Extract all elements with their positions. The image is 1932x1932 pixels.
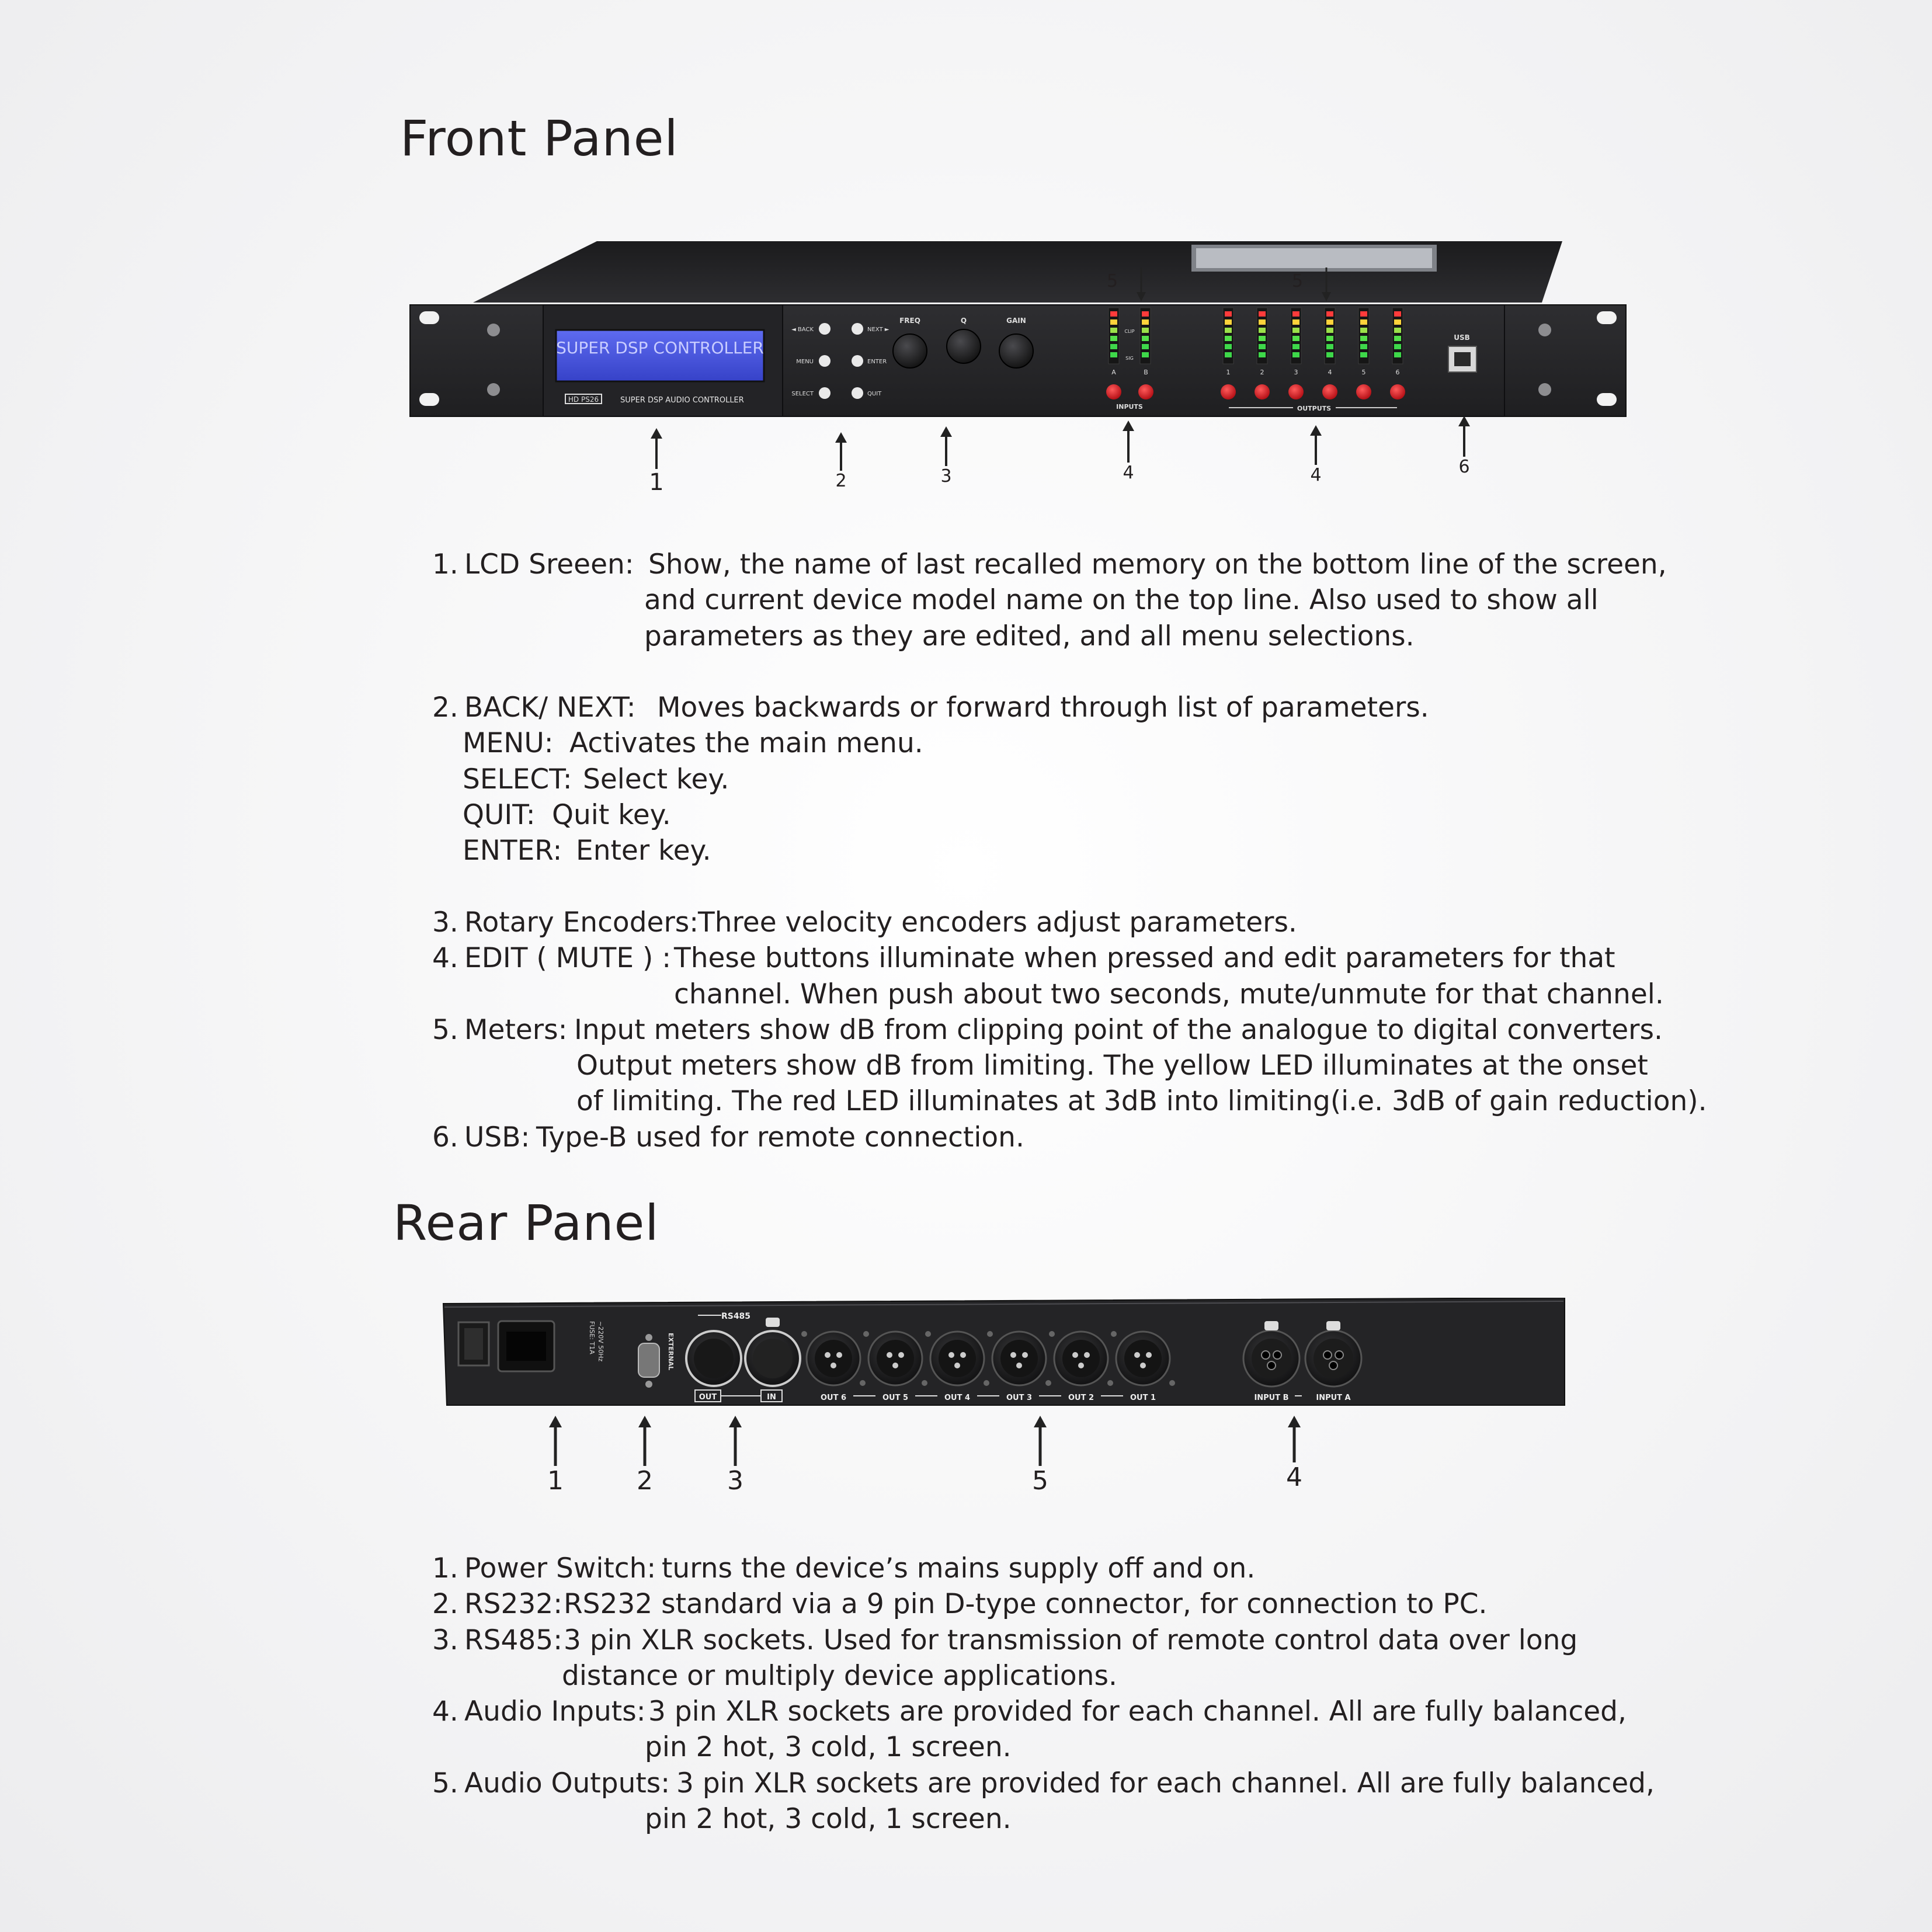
meter-led	[1259, 328, 1266, 333]
item-number: 2.	[432, 1588, 458, 1621]
item-heading: Audio Outputs:	[464, 1767, 670, 1799]
meter-led	[1326, 319, 1333, 325]
meter-led	[1110, 352, 1117, 357]
item-heading: ENTER:	[463, 835, 562, 867]
logo-text: HD PS26	[568, 395, 599, 404]
meter-led	[1225, 311, 1232, 317]
meter-led	[1142, 352, 1149, 357]
meter-sig-label: SIG	[1125, 356, 1134, 361]
meter-led	[1394, 328, 1401, 333]
fuse-text: FUSE: T1A	[588, 1321, 596, 1354]
front-panel-device	[403, 237, 1633, 429]
output-socket-label: OUT 5	[882, 1394, 909, 1402]
meter-led	[1142, 319, 1149, 325]
meter-led	[1360, 319, 1367, 325]
gain-encoder[interactable]	[999, 334, 1033, 368]
item-text: Moves backwards or forward through list of parameters.	[657, 692, 1429, 724]
meter-led	[1360, 311, 1367, 317]
item-text: channel. When push about two seconds, mute/unmute for that channel.	[674, 978, 1664, 1010]
meter-led	[1110, 319, 1117, 325]
item-text: Type-B used for remote connection.	[536, 1121, 1024, 1153]
rear-callout-4: 4	[1277, 1416, 1312, 1492]
item-text: of limiting. The red LED illuminates at 3dB into limiting(i.e. 3dB of gain reduction).	[576, 1085, 1707, 1118]
front-callout-4b: 4	[1298, 425, 1333, 485]
item-heading: EDIT ( MUTE ) :	[464, 942, 672, 975]
rear-callout-5: 5	[1023, 1416, 1058, 1496]
rear-panel-heading: Rear Panel	[393, 1194, 659, 1252]
meter-led	[1225, 344, 1232, 349]
meter-led	[1326, 336, 1333, 341]
item-heading: Audio Inputs:	[464, 1695, 646, 1728]
meter-led	[1259, 352, 1266, 357]
power-text: ~220V 50Hz	[597, 1321, 604, 1362]
output-socket-label: OUT 6	[820, 1394, 847, 1402]
item-number: 2.	[432, 692, 458, 724]
meter-led	[1326, 328, 1333, 333]
quit-button[interactable]	[852, 387, 863, 399]
item-number: 5.	[432, 1013, 458, 1046]
item-text: Three velocity encoders adjust parameters.	[698, 906, 1297, 939]
meter-led	[1225, 319, 1232, 325]
meter-led	[1259, 344, 1266, 349]
meter-led	[1292, 336, 1299, 341]
front-callout-1: 1	[639, 428, 674, 496]
item-number: 1.	[432, 548, 458, 581]
meter-led	[1360, 344, 1367, 349]
meter-clip-label: CLIP	[1124, 329, 1135, 334]
output-socket-label: OUT 3	[1006, 1394, 1033, 1402]
rear-panel-device	[441, 1298, 1568, 1409]
item-text: pin 2 hot, 3 cold, 1 screen.	[645, 1803, 1012, 1836]
output-channel-label: 6	[1395, 369, 1400, 376]
item-text: distance or multiply device applications.	[562, 1659, 1117, 1692]
front-callout-3: 3	[929, 426, 964, 487]
menu-button[interactable]	[819, 355, 831, 367]
meter-led	[1326, 352, 1333, 357]
lcd-text: SUPER DSP CONTROLLER	[556, 338, 764, 357]
meter-led	[1225, 336, 1232, 341]
item-heading: SELECT:	[463, 763, 572, 795]
item-heading: QUIT:	[463, 799, 536, 832]
item-text: RS232 standard via a 9 pin D-type connector, for connection to PC.	[564, 1588, 1488, 1621]
q-label: Q	[960, 317, 967, 325]
meter-led	[1394, 344, 1401, 349]
item-text: 3 pin XLR sockets are provided for each channel. All are fully balanced,	[648, 1695, 1627, 1728]
meter-led	[1326, 344, 1333, 349]
meter-led	[1259, 319, 1266, 325]
select-button[interactable]	[819, 387, 831, 399]
front-panel-heading: Front Panel	[400, 110, 679, 167]
item-number: 6.	[432, 1121, 458, 1153]
input-b-edit-button[interactable]	[1138, 384, 1153, 399]
item-number: 3.	[432, 906, 458, 939]
item-heading: Power Switch:	[464, 1552, 656, 1584]
item-number: 5.	[432, 1767, 458, 1799]
output-edit-button[interactable]	[1356, 384, 1371, 399]
rear-callout-1: 1	[538, 1416, 573, 1496]
item-text: Select key.	[583, 763, 729, 795]
select-label: SELECT	[791, 391, 814, 397]
item-text: pin 2 hot, 3 cold, 1 screen.	[645, 1731, 1012, 1764]
item-text: parameters as they are edited, and all menu selections.	[644, 620, 1415, 652]
output-edit-button[interactable]	[1288, 384, 1304, 399]
item-heading: BACK/ NEXT:	[464, 692, 636, 724]
gain-label: GAIN	[1006, 317, 1026, 325]
front-callout-2: 2	[823, 432, 859, 491]
item-number: 4.	[432, 1695, 458, 1728]
item-text: and current device model name on the top line. Also used to show all	[644, 584, 1599, 617]
meter-led	[1360, 336, 1367, 341]
item-text: Input meters show dB from clipping point of the analogue to digital converters.	[574, 1013, 1663, 1046]
output-channel-label: 4	[1328, 369, 1332, 376]
rs485-out-label: OUT	[699, 1393, 717, 1402]
output-channel-label: 1	[1226, 369, 1231, 376]
q-encoder[interactable]	[947, 329, 981, 363]
brand-text: SUPER DSP AUDIO CONTROLLER	[620, 396, 744, 405]
meter-led	[1142, 311, 1149, 317]
item-number: 1.	[432, 1552, 458, 1584]
inputs-label: INPUTS	[1116, 403, 1143, 411]
rear-callout-2: 2	[627, 1416, 662, 1496]
freq-encoder[interactable]	[893, 334, 927, 368]
meter-led	[1394, 352, 1401, 357]
meter-led	[1142, 328, 1149, 333]
input-socket-label: INPUT B	[1254, 1394, 1289, 1402]
quit-label: QUIT	[867, 391, 882, 397]
input-a-edit-button[interactable]	[1106, 384, 1121, 399]
rear-callout-3: 3	[718, 1416, 753, 1496]
meter-led	[1225, 352, 1232, 357]
item-heading: MENU:	[463, 727, 554, 760]
front-callout-4a: 4	[1111, 421, 1146, 483]
meter-led	[1360, 352, 1367, 357]
item-text: 3 pin XLR sockets are provided for each channel. All are fully balanced,	[676, 1767, 1655, 1799]
item-text: turns the device’s mains supply off and on.	[662, 1552, 1256, 1584]
rs485-in-label: IN	[767, 1393, 776, 1402]
rs232-port[interactable]	[638, 1343, 659, 1377]
output-edit-button[interactable]	[1390, 384, 1405, 399]
input-socket-label: INPUT A	[1316, 1394, 1351, 1402]
input-a-label: A	[1111, 369, 1116, 376]
meter-led	[1292, 328, 1299, 333]
item-text: Enter key.	[576, 835, 711, 867]
item-text: These buttons illuminate when pressed and edit parameters for that	[674, 942, 1615, 975]
item-number: 3.	[432, 1624, 458, 1656]
output-edit-button[interactable]	[1322, 384, 1337, 399]
meter-led	[1326, 311, 1333, 317]
meter-led	[1394, 311, 1401, 317]
meter-led	[1292, 352, 1299, 357]
meter-led	[1225, 328, 1232, 333]
item-heading: LCD Sreeen:	[464, 548, 634, 581]
output-edit-button[interactable]	[1255, 384, 1270, 399]
meter-led	[1110, 336, 1117, 341]
usb-label: USB	[1454, 333, 1470, 342]
item-text: Activates the main menu.	[569, 727, 923, 760]
output-socket-label: OUT 1	[1130, 1394, 1156, 1402]
encoders	[893, 317, 1033, 368]
back-button[interactable]	[819, 323, 831, 335]
item-text: Output meters show dB from limiting. The yellow LED illuminates at the onset	[576, 1050, 1648, 1082]
meter-led	[1394, 336, 1401, 341]
item-text: Quit key.	[552, 799, 671, 832]
output-socket-label: OUT 4	[944, 1394, 971, 1402]
item-heading: Meters:	[464, 1013, 568, 1046]
rs485-label: RS485	[721, 1312, 751, 1321]
external-label: EXTERNAL	[667, 1333, 675, 1371]
meter-led	[1360, 328, 1367, 333]
item-heading: RS232:	[464, 1588, 563, 1621]
meter-led	[1292, 344, 1299, 349]
meter-led	[1292, 311, 1299, 317]
front-callout-6: 6	[1447, 416, 1482, 477]
meter-led	[1394, 319, 1401, 325]
output-channel-label: 3	[1294, 369, 1298, 376]
enter-button[interactable]	[852, 355, 863, 367]
item-heading: RS485:	[464, 1624, 563, 1656]
meter-led	[1142, 344, 1149, 349]
freq-label: FREQ	[899, 317, 920, 325]
output-edit-button[interactable]	[1221, 384, 1236, 399]
next-label: NEXT ►	[867, 326, 889, 333]
menu-label: MENU	[796, 359, 814, 365]
output-socket-label: OUT 2	[1068, 1394, 1094, 1402]
meter-led	[1292, 319, 1299, 325]
next-button[interactable]	[852, 323, 863, 335]
meter-led	[1110, 328, 1117, 333]
item-heading: USB:	[464, 1121, 530, 1153]
output-channel-label: 2	[1260, 369, 1264, 376]
item-number: 4.	[432, 942, 458, 975]
item-heading: Rotary Encoders:	[464, 906, 699, 939]
input-b-label: B	[1144, 369, 1148, 376]
output-channel-label: 5	[1361, 369, 1366, 376]
back-label: ◄ BACK	[791, 326, 814, 333]
meter-led	[1259, 311, 1266, 317]
meter-led	[1110, 344, 1117, 349]
meter-led	[1142, 336, 1149, 341]
meter-led	[1110, 311, 1117, 317]
item-text: Show, the name of last recalled memory on the bottom line of the screen,	[648, 548, 1667, 581]
outputs-label: OUTPUTS	[1297, 405, 1332, 412]
meter-led	[1259, 336, 1266, 341]
item-text: 3 pin XLR sockets. Used for transmission of remote control data over long	[564, 1624, 1578, 1656]
enter-label: ENTER	[867, 359, 887, 365]
